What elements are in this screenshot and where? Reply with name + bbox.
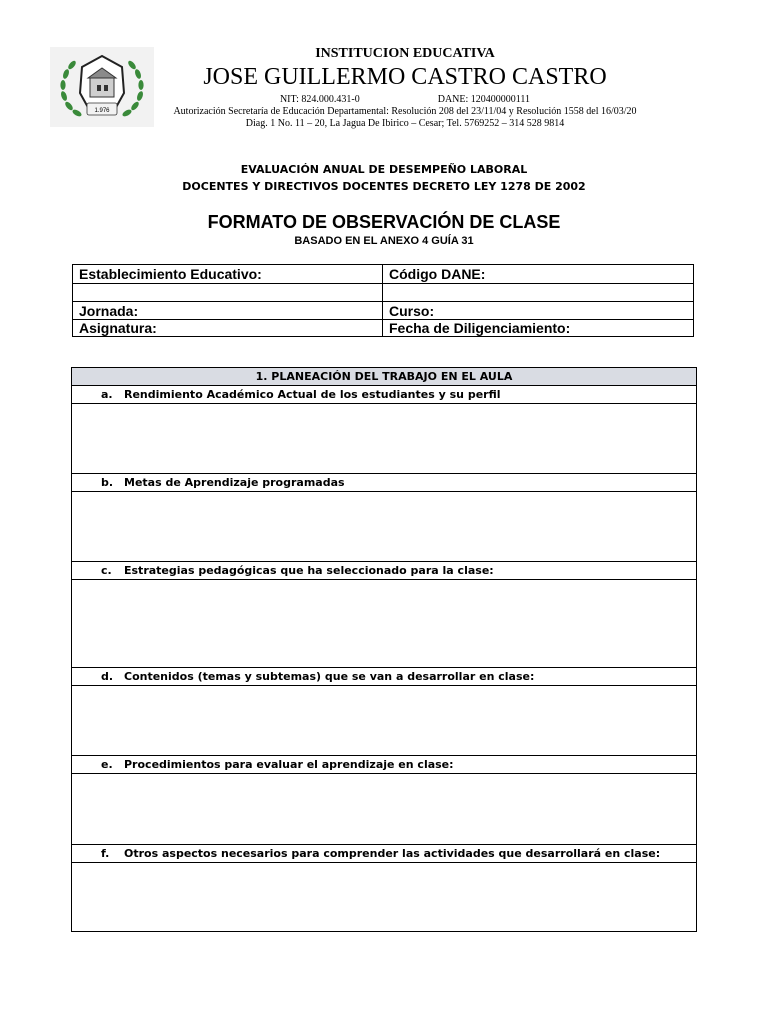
item-letter: c.	[101, 564, 112, 577]
answer-area[interactable]	[72, 863, 696, 931]
item-text: Estrategias pedagógicas que ha seleccionado para la clase:	[124, 564, 494, 577]
answer-area[interactable]	[72, 580, 696, 668]
blank-cell	[73, 284, 383, 302]
item-text: Contenidos (temas y subtemas) que se van a desarrollar en clase:	[124, 670, 535, 683]
item-label	[72, 474, 696, 492]
school-name: JOSE GUILLERMO CASTRO CASTRO	[203, 64, 607, 90]
nit: NIT: 824.000.431-0	[279, 94, 360, 105]
item-letter: a.	[101, 388, 113, 401]
section-item-d	[72, 668, 696, 756]
section-item-c	[72, 562, 696, 668]
asignatura-label: Asignatura:	[73, 320, 383, 337]
answer-area[interactable]	[72, 774, 696, 845]
evaluation-title: EVALUACIÓN ANUAL DE DESEMPEÑO LABORAL	[240, 163, 528, 176]
item-label	[72, 756, 696, 774]
jornada-label: Jornada:	[73, 302, 383, 320]
evaluation-subtitle: DOCENTES Y DIRECTIVOS DOCENTES DECRETO LEY 1278 DE 2002	[182, 180, 586, 193]
info-table	[72, 264, 694, 337]
answer-area[interactable]	[72, 492, 696, 562]
dane-code: DANE: 120400000111	[437, 94, 531, 105]
section-item-b	[72, 474, 696, 562]
item-label	[72, 386, 696, 404]
answer-area[interactable]	[72, 686, 696, 756]
item-text: Otros aspectos necesarios para comprender las actividades que desarrollará en clase:	[124, 847, 661, 860]
curso-label: Curso:	[383, 302, 694, 320]
item-text: Rendimiento Académico Actual de los estudiantes y su perfil	[124, 388, 501, 401]
establecimiento-label: Establecimiento Educativo:	[73, 265, 383, 284]
nit-dane-line	[160, 94, 650, 106]
section-item-a	[72, 386, 696, 474]
item-label	[72, 668, 696, 686]
institution-type: INSTITUCION EDUCATIVA	[315, 46, 495, 61]
fecha-label: Fecha de Diligenciamiento:	[383, 320, 694, 337]
item-label	[72, 562, 696, 580]
logo-year: 1.976	[94, 108, 110, 114]
section-title: 1. PLANEACIÓN DEL TRABAJO EN EL AULA	[72, 368, 696, 386]
item-letter: e.	[101, 758, 113, 771]
item-text: Procedimientos para evaluar el aprendizaje en clase:	[124, 758, 454, 771]
blank-cell	[383, 284, 694, 302]
authorization-line: Autorización Secretaría de Educación Departamental: Resolución 208 del 23/11/04 y Resolución 1558 del 16/03/20	[173, 106, 637, 117]
address-line: Diag. 1 No. 11 – 20, La Jagua De Ibirico – Cesar; Tel. 5769252 – 314 528 9814	[245, 118, 565, 129]
school-logo	[50, 47, 154, 127]
item-letter: d.	[101, 670, 114, 683]
section-item-e	[72, 756, 696, 845]
item-letter: f.	[101, 847, 110, 860]
codigo-dane-label: Código DANE:	[383, 265, 694, 284]
item-letter: b.	[101, 476, 114, 489]
answer-area[interactable]	[72, 404, 696, 474]
planning-section	[71, 367, 697, 932]
item-text: Metas de Aprendizaje programadas	[124, 476, 345, 489]
item-label	[72, 845, 696, 863]
section-item-f	[72, 845, 696, 931]
format-title: FORMATO DE OBSERVACIÓN DE CLASE	[207, 212, 561, 232]
format-subtitle: BASADO EN EL ANEXO 4 GUÍA 31	[294, 235, 474, 247]
